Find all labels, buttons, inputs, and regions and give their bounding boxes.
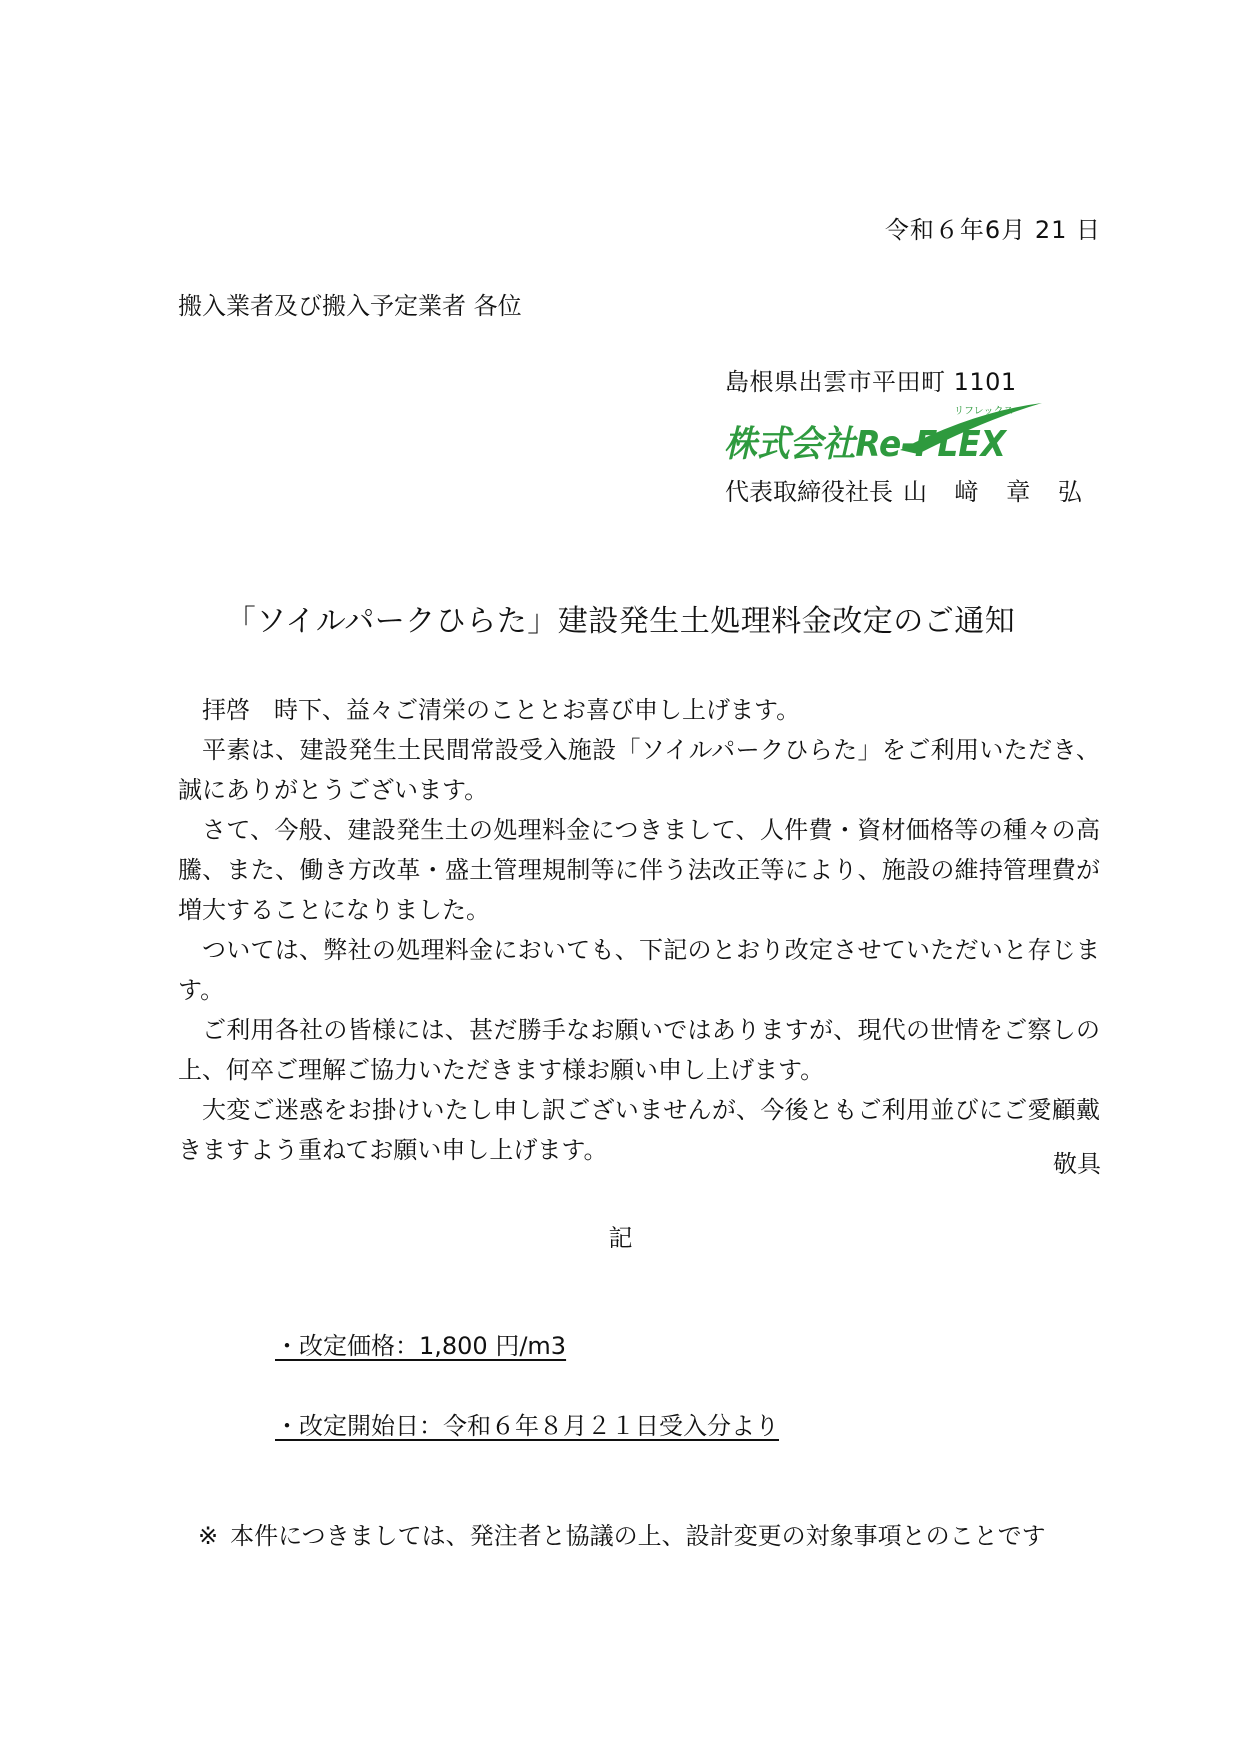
- ki-heading: 記: [608, 1224, 633, 1252]
- logo-ruby: リフレックス: [954, 406, 1014, 417]
- footnote: [198, 1516, 1046, 1551]
- body-paragraph: ついては、弊社の処理料金においても、下記のとおり改定させていただいと存じます。: [178, 936, 1100, 1004]
- logo-wordmark: 株式会社Re-FLEX: [724, 424, 1009, 465]
- revised-price-item: ・改定価格：1,800 円/m3: [275, 1332, 567, 1360]
- revision-start-date-item: ・改定開始日：令和６年８月２１日受入分より: [275, 1412, 779, 1440]
- footnote-text: 本件につきましては、発注者と協議の上、設計変更の対象事項とのことです: [230, 1522, 1046, 1550]
- letter-body: [178, 690, 1100, 1170]
- addressee: 搬入業者及び搬入予定業者 各位: [178, 292, 522, 320]
- body-paragraph: 拝啓 時下、益々ご清栄のこととお喜び申し上げます。: [202, 696, 801, 724]
- body-paragraph: 平素は、建設発生土民間常設受入施設「ソイルパークひらた」をご利用いただき、誠にありがとうございます。: [178, 736, 1100, 804]
- representative-title: 代表取締役社長: [725, 478, 893, 506]
- document-date: 令和６年6月 21 日: [884, 216, 1101, 244]
- company-logo: [722, 398, 1044, 468]
- representative-name: 山 﨑 章 弘: [903, 478, 1092, 506]
- representative: [725, 472, 1092, 507]
- document-title: 「ソイルパークひらた」建設発生土処理料金改定のご通知: [225, 604, 1016, 639]
- body-paragraph: さて、今般、建設発生土の処理料金につきまして、人件費・資材価格等の種々の高騰、また、働き方改革・盛土管理規制等に伴う法改正等により、施設の維持管理費が増大することになりました。: [178, 816, 1100, 924]
- reference-mark: ※: [198, 1522, 219, 1550]
- sender-address: 島根県出雲市平田町 1101: [725, 368, 1017, 396]
- closing-salutation: 敬具: [1053, 1150, 1101, 1178]
- body-paragraph: ご利用各社の皆様には、甚だ勝手なお願いではありますが、現代の世情をご察しの上、何卒ご理解ご協力いただきます様お願い申し上げます。: [178, 1016, 1100, 1084]
- body-paragraph: 大変ご迷惑をお掛けいたし申し訳ございませんが、今後ともご利用並びにご愛顧戴きますよう重ねてお願い申し上げます。: [178, 1096, 1100, 1164]
